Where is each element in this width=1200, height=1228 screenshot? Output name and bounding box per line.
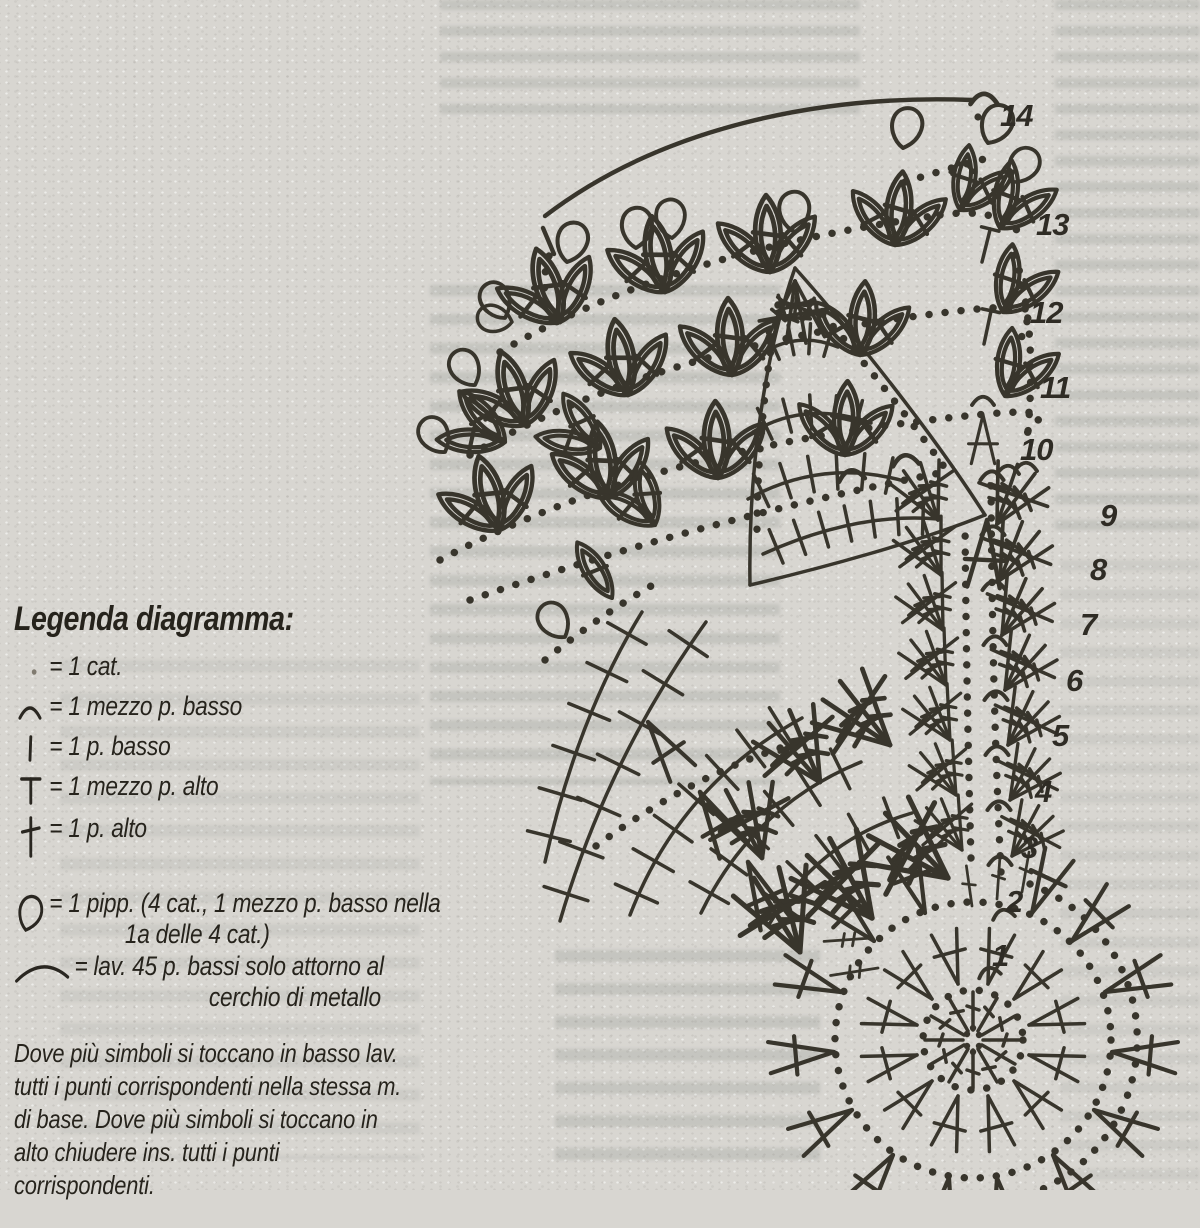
legend-item-metal-ring	[14, 951, 451, 1013]
legend-item-half-double	[14, 691, 451, 730]
legend-title: Legenda diagramma:	[14, 600, 294, 638]
legend-item-label: = 1 p. basso	[49, 731, 171, 762]
legend-item-label: = 1 p. alto	[49, 813, 147, 844]
legend-item-picot	[14, 888, 451, 950]
round-label: 8	[1090, 552, 1107, 587]
legend-item-label: = 1 pipp. (4 cat., 1 mezzo p. basso nella 1a delle 4 cat.)	[49, 888, 441, 950]
half-double-crochet-icon	[14, 691, 49, 730]
treble-icon	[14, 813, 49, 866]
half-double-crochet-icon	[971, 94, 998, 104]
round-label: 5	[1052, 718, 1069, 753]
legend	[14, 600, 451, 1228]
legend-item-label: = 1 mezzo p. basso	[49, 691, 243, 722]
legend-item-single	[14, 731, 451, 770]
legend-item-chain	[14, 651, 451, 690]
leaf-rows	[412, 100, 1072, 660]
chain-stitch-icon	[14, 651, 49, 690]
round-label: 12	[1030, 295, 1063, 330]
picot-icon	[14, 888, 49, 943]
round-label: 13	[1036, 207, 1069, 242]
legend-item-half-treble	[14, 771, 451, 812]
half-treble-icon	[14, 771, 49, 812]
legend-item-label: = lav. 45 p. bassi solo attorno al cerchio di metallo	[74, 951, 384, 1013]
metal-ring-arc-icon	[14, 951, 74, 994]
round-label: 14	[1000, 98, 1033, 133]
legend-item-label: = 1 mezzo p. alto	[49, 771, 219, 802]
round-label: 9	[1100, 498, 1117, 533]
legend-note: Dove più simboli si toccano in basso lav. tutti i punti corrispondenti nella stessa m. di base. Dove più simboli si toccano in alto chiudere ins. tutti i punti corrispondenti.	[14, 1038, 402, 1201]
round-label: 6	[1066, 663, 1083, 698]
round-label: 3	[1021, 830, 1038, 865]
round-label: 2	[1006, 884, 1023, 919]
inner-cluster-ring	[861, 928, 1086, 1153]
round-label: 11	[1040, 370, 1071, 405]
round-label: 4	[1035, 774, 1052, 809]
legend-item-label: = 1 cat.	[49, 651, 123, 682]
single-crochet-icon	[14, 731, 49, 770]
round-label: 7	[1080, 607, 1097, 642]
round-label: 1	[992, 938, 1009, 973]
round-label: 10	[1020, 432, 1053, 467]
legend-item-treble	[14, 813, 451, 866]
